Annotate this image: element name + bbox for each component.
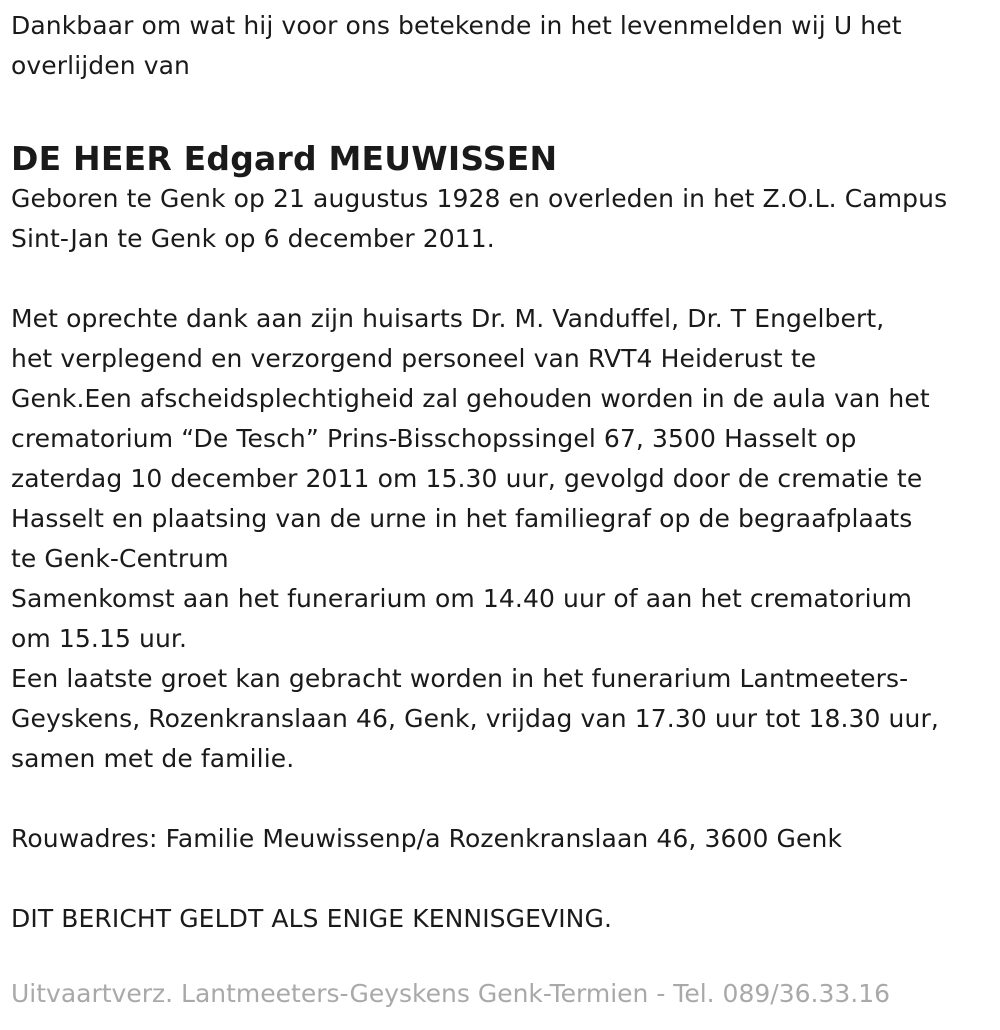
birth-death-line: Geboren te Genk op 21 augustus 1928 en overleden in het Z.O.L. Campus (11, 184, 948, 213)
details-line: samen met de familie. (11, 744, 295, 773)
details-line: Samenkomst aan het funerarium om 14.40 uur of aan het crematorium (11, 584, 913, 613)
birth-death-line: Sint-Jan te Genk op 6 december 2011. (11, 224, 495, 253)
details-line: crematorium “De Tesch” Prins-Bisschopssingel 67, 3500 Hasselt op (11, 424, 857, 453)
details-line: om 15.15 uur. (11, 624, 188, 653)
mourning-address: Rouwadres: Familie Meuwissenp/a Rozenkranslaan 46, 3600 Genk (11, 824, 843, 853)
ceremony-details (11, 299, 988, 779)
funeral-home-footer: Uitvaartverz. Lantmeeters-Geyskens Genk-Termien - Tel. 089/36.33.16 (11, 979, 891, 1008)
details-line: Geyskens, Rozenkranslaan 46, Genk, vrijdag van 17.30 uur tot 18.30 uur, (11, 704, 939, 733)
spacer (11, 859, 988, 899)
details-line: Een laatste groet kan gebracht worden in het funerarium Lantmeeters- (11, 664, 909, 693)
details-line: het verplegend en verzorgend personeel van RVT4 Heiderust te (11, 344, 817, 373)
spacer (11, 779, 988, 819)
details-line: te Genk-Centrum (11, 544, 229, 573)
intro-line: Dankbaar om wat hij voor ons betekende in het levenmelden wij U het (11, 11, 902, 40)
birth-death-text (11, 179, 988, 259)
details-line: Genk.Een afscheidsplechtigheid zal gehouden worden in de aula van het (11, 384, 930, 413)
details-line: Hasselt en plaatsing van de urne in het familiegraf op de begraafplaats (11, 504, 913, 533)
details-line: Met oprechte dank aan zijn huisarts Dr. M. Vanduffel, Dr. T Engelbert, (11, 304, 885, 333)
deceased-name: DE HEER Edgard MEUWISSEN (11, 139, 558, 178)
details-line: zaterdag 10 december 2011 om 15.30 uur, gevolgd door de crematie te (11, 464, 923, 493)
intro-line: overlijden van (11, 51, 190, 80)
official-notice: DIT BERICHT GELDT ALS ENIGE KENNISGEVING. (11, 904, 612, 933)
spacer (11, 259, 988, 299)
intro-text (11, 6, 988, 86)
